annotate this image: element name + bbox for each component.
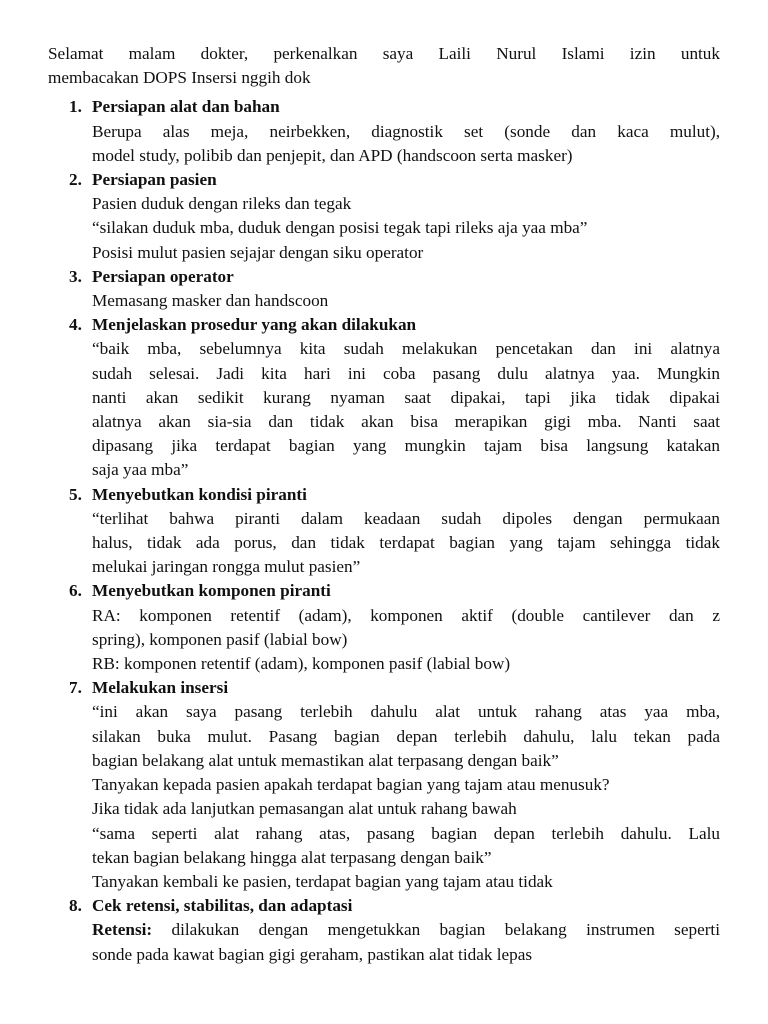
step-4 — [48, 313, 720, 482]
step-line: saja yaa mba” — [92, 460, 189, 480]
step-5 — [48, 483, 720, 580]
step-title: Persiapan alat dan bahan — [92, 97, 280, 117]
step-title: Menjelaskan prosedur yang akan dilakukan — [92, 315, 417, 335]
retensi-text: dilakukan dengan mengetukkan bagian belakang instrumen seperti — [152, 920, 720, 940]
step-number: 4. — [69, 315, 82, 335]
step-line: nanti akan sedikit kurang nyaman saat dipakai, tapi jika tidak dipakai — [92, 387, 720, 407]
step-line: dipasang jika terdapat bagian yang mungkin tajam bisa langsung katakan — [92, 436, 720, 456]
step-line-retensi — [92, 918, 720, 942]
step-3 — [48, 265, 720, 313]
step-8 — [48, 894, 720, 967]
step-line: melukai jaringan rongga mulut pasien” — [92, 557, 361, 577]
step-number: 2. — [69, 170, 82, 190]
step-6 — [48, 579, 720, 676]
step-line: silakan buka mulut. Pasang bagian depan terlebih dahulu, lalu tekan pada — [92, 726, 720, 746]
step-line: Tanyakan kembali ke pasien, terdapat bagian yang tajam atau tidak — [92, 871, 553, 891]
step-line: model study, polibib dan penjepit, dan APD (handscoon serta masker) — [92, 145, 573, 165]
step-line: Posisi mulut pasien sejajar dengan siku operator — [92, 242, 424, 262]
step-number: 3. — [69, 266, 82, 286]
step-line: “ini akan saya pasang terlebih dahulu alat untuk rahang atas yaa mba, — [92, 702, 720, 722]
intro-line: membacakan DOPS Insersi nggih dok — [48, 68, 311, 88]
step-line: halus, tidak ada porus, dan tidak terdapat bagian yang tajam sehingga tidak — [92, 533, 720, 553]
step-line: bagian belakang alat untuk memastikan alat terpasang dengan baik” — [92, 750, 559, 770]
step-line: “sama seperti alat rahang atas, pasang bagian depan terlebih dahulu. Lalu — [92, 823, 720, 843]
step-line: RB: komponen retentif (adam), komponen pasif (labial bow) — [92, 654, 511, 674]
step-line: Berupa alas meja, neirbekken, diagnostik set (sonde dan kaca mulut), — [92, 121, 720, 141]
step-number: 1. — [69, 97, 82, 117]
step-title: Cek retensi, stabilitas, dan adaptasi — [92, 896, 353, 916]
step-line: “terlihat bahwa piranti dalam keadaan sudah dipoles dengan permukaan — [92, 508, 720, 528]
step-line: RA: komponen retentif (adam), komponen aktif (double cantilever dan z — [92, 605, 720, 625]
step-title: Melakukan insersi — [92, 678, 229, 698]
step-line: spring), komponen pasif (labial bow) — [92, 629, 348, 649]
step-title: Menyebutkan kondisi piranti — [92, 484, 307, 504]
step-line: Memasang masker dan handscoon — [92, 291, 329, 311]
step-number: 8. — [69, 896, 82, 916]
step-line: sonde pada kawat bagian gigi geraham, pastikan alat tidak lepas — [92, 944, 533, 964]
step-line: Jika tidak ada lanjutkan pemasangan alat untuk rahang bawah — [92, 799, 517, 819]
step-line: alatnya akan sia-sia dan tidak akan bisa merapikan gigi mba. Nanti saat — [92, 412, 720, 432]
step-line: “baik mba, sebelumnya kita sudah melakukan pencetakan dan ini alatnya — [92, 339, 720, 359]
intro-paragraph — [48, 42, 720, 90]
step-line: tekan bagian belakang hingga alat terpasang dengan baik” — [92, 847, 492, 867]
step-line: “silakan duduk mba, duduk dengan posisi tegak tapi rileks aja yaa mba” — [92, 218, 588, 238]
step-1 — [48, 95, 720, 168]
intro-line: Selamat malam dokter, perkenalkan saya Laili Nurul Islami izin untuk — [48, 44, 720, 63]
step-number: 6. — [69, 581, 82, 601]
document-page — [48, 42, 720, 967]
step-title: Persiapan pasien — [92, 170, 217, 190]
step-line: Tanyakan kepada pasien apakah terdapat bagian yang tajam atau menusuk? — [92, 775, 610, 795]
step-line: Pasien duduk dengan rileks dan tegak — [92, 194, 352, 214]
step-7 — [48, 676, 720, 894]
step-2 — [48, 168, 720, 265]
step-title: Persiapan operator — [92, 266, 234, 286]
step-number: 5. — [69, 484, 82, 504]
step-number: 7. — [69, 678, 82, 698]
step-line: sudah selesai. Jadi kita hari ini coba pasang dulu alatnya yaa. Mungkin — [92, 363, 720, 383]
steps-list — [48, 95, 720, 966]
step-title: Menyebutkan komponen piranti — [92, 581, 331, 601]
retensi-label: Retensi: — [92, 920, 153, 940]
